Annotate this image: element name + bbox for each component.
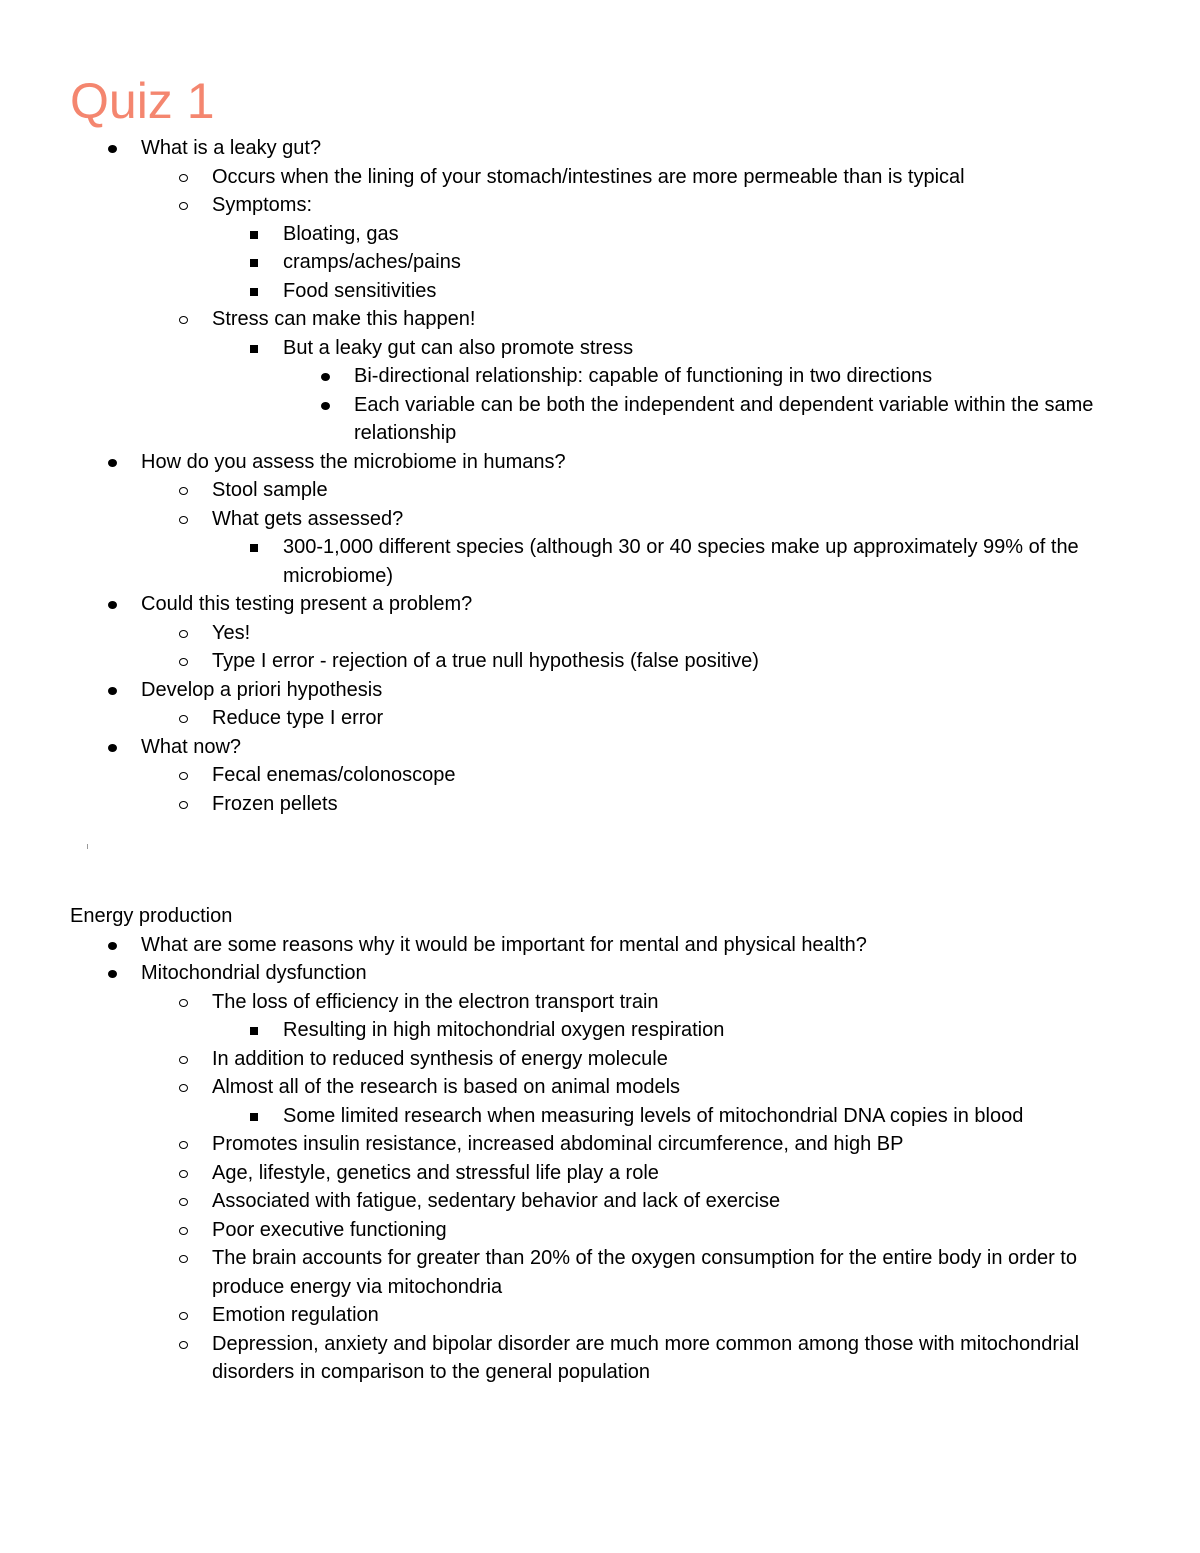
list-item: Frozen pellets (141, 790, 1140, 819)
list-item: Bloating, gas (212, 220, 1140, 249)
hollow-bullet-icon (179, 999, 188, 1007)
list-item: The loss of efficiency in the electron transport train Resulting in high mitochondrial oxygen respiration (141, 988, 1140, 1045)
list-item: Symptoms: Bloating, gas cramps/aches/pains Food sensitivities (141, 191, 1140, 305)
square-bullet-icon (250, 231, 258, 239)
filled-bullet-icon (321, 402, 330, 410)
filled-bullet-icon (108, 942, 117, 950)
list-item: What gets assessed? 300-1,000 different species (although 30 or 40 species make up approximately 99% of the microbiome) (141, 505, 1140, 591)
section-heading-energy: Energy production (70, 905, 233, 927)
list-item: Emotion regulation (141, 1301, 1140, 1330)
filled-bullet-icon (108, 459, 117, 467)
list-item: 300-1,000 different species (although 30 or 40 species make up approximately 99% of the microbiome) (212, 533, 1140, 590)
hollow-bullet-icon (179, 1227, 188, 1235)
hollow-bullet-icon (179, 1341, 188, 1349)
list-item: Occurs when the lining of your stomach/intestines are more permeable than is typical (141, 163, 1140, 192)
list-item: But a leaky gut can also promote stress Bi-directional relationship: capable of functioning in two directions Each variable can be both the independent and dependent variable within the same relationship (212, 334, 1140, 448)
hollow-bullet-icon (179, 1084, 188, 1092)
list-item: Age, lifestyle, genetics and stressful life play a role (141, 1159, 1140, 1188)
list-item: What is a leaky gut? Occurs when the lining of your stomach/intestines are more permeable than is typical Symptoms: Bloating, gas cramps/aches/pains Food sensitivities Stress can make this happen! But a leaky gut can also promote stress Bi-directional relationship: capable of functioning in two directions Each variable can be both the independent and dependent variable within the same relationship (70, 134, 1140, 448)
hollow-bullet-icon (179, 1141, 188, 1149)
list-item: Associated with fatigue, sedentary behavior and lack of exercise (141, 1187, 1140, 1216)
list-item: Mitochondrial dysfunction The loss of efficiency in the electron transport train Resulting in high mitochondrial oxygen respiration In addition to reduced synthesis of energy molecule Almost all of the research is based on animal models Some limited research when measuring levels of mitochondrial DNA copies in blood Promotes insulin resistance, increased abdominal circumference, and high BP Age, lifestyle, genetics and stressful life play a role Associated with fatigue, sedentary behavior and lack of exercise Poor executive functioning The brain accounts for greater than 20% of the oxygen consumption for the entire body in order to produce energy via mitochondria Emotion regulation Depression, anxiety and bipolar disorder are much more common among those with mitochondrial disorders in comparison to the general population (70, 959, 1140, 1387)
filled-bullet-icon (108, 145, 117, 153)
square-bullet-icon (250, 1027, 258, 1035)
list-item: Could this testing present a problem? Yes! Type I error - rejection of a true null hypothesis (false positive) (70, 590, 1140, 676)
list-item: Each variable can be both the independent and dependent variable within the same relationship (283, 391, 1140, 448)
filled-bullet-icon (108, 970, 117, 978)
page-title: Quiz 1 (70, 73, 215, 129)
list-item: In addition to reduced synthesis of energy molecule (141, 1045, 1140, 1074)
hollow-bullet-icon (179, 630, 188, 638)
hollow-bullet-icon (179, 658, 188, 666)
list-item: Develop a priori hypothesis Reduce type I error (70, 676, 1140, 733)
list-item: How do you assess the microbiome in humans? Stool sample What gets assessed? 300-1,000 different species (although 30 or 40 species make up approximately 99% of the microbiome) (70, 448, 1140, 591)
square-bullet-icon (250, 288, 258, 296)
square-bullet-icon (250, 345, 258, 353)
list-item: Stool sample (141, 476, 1140, 505)
filled-bullet-icon (108, 687, 117, 695)
hollow-bullet-icon (179, 202, 188, 210)
filled-bullet-icon (108, 744, 117, 752)
hollow-bullet-icon (179, 316, 188, 324)
hollow-bullet-icon (179, 772, 188, 780)
list-item: Almost all of the research is based on animal models Some limited research when measuring levels of mitochondrial DNA copies in blood (141, 1073, 1140, 1130)
hollow-bullet-icon (179, 1312, 188, 1320)
hollow-bullet-icon (179, 1255, 188, 1263)
square-bullet-icon (250, 1113, 258, 1121)
square-bullet-icon (250, 544, 258, 552)
energy-outline (70, 931, 1140, 1387)
stray-mark (87, 844, 88, 849)
hollow-bullet-icon (179, 174, 188, 182)
list-item: Food sensitivities (212, 277, 1140, 306)
filled-bullet-icon (321, 373, 330, 381)
list-item: What are some reasons why it would be important for mental and physical health? (70, 931, 1140, 960)
hollow-bullet-icon (179, 715, 188, 723)
list-item: Yes! (141, 619, 1140, 648)
list-item: Depression, anxiety and bipolar disorder are much more common among those with mitochondrial disorders in comparison to the general population (141, 1330, 1140, 1387)
list-item: Reduce type I error (141, 704, 1140, 733)
list-item: What now? Fecal enemas/colonoscope Frozen pellets (70, 733, 1140, 819)
energy-list (70, 931, 1140, 1387)
hollow-bullet-icon (179, 1198, 188, 1206)
list-item: Some limited research when measuring levels of mitochondrial DNA copies in blood (212, 1102, 1140, 1131)
hollow-bullet-icon (179, 487, 188, 495)
list-item: Fecal enemas/colonoscope (141, 761, 1140, 790)
list-item: The brain accounts for greater than 20% of the oxygen consumption for the entire body in order to produce energy via mitochondria (141, 1244, 1140, 1301)
list-item: Promotes insulin resistance, increased abdominal circumference, and high BP (141, 1130, 1140, 1159)
hollow-bullet-icon (179, 516, 188, 524)
list-item: Stress can make this happen! But a leaky gut can also promote stress Bi-directional relationship: capable of functioning in two directions Each variable can be both the independent and dependent variable within the same relationship (141, 305, 1140, 448)
square-bullet-icon (250, 259, 258, 267)
filled-bullet-icon (108, 601, 117, 609)
hollow-bullet-icon (179, 801, 188, 809)
list-item: Resulting in high mitochondrial oxygen respiration (212, 1016, 1140, 1045)
quiz-outline (70, 134, 1140, 818)
hollow-bullet-icon (179, 1056, 188, 1064)
list-item: Type I error - rejection of a true null hypothesis (false positive) (141, 647, 1140, 676)
list-item: cramps/aches/pains (212, 248, 1140, 277)
list-item: Bi-directional relationship: capable of functioning in two directions (283, 362, 1140, 391)
quiz-list (70, 134, 1140, 818)
list-item: Poor executive functioning (141, 1216, 1140, 1245)
hollow-bullet-icon (179, 1170, 188, 1178)
